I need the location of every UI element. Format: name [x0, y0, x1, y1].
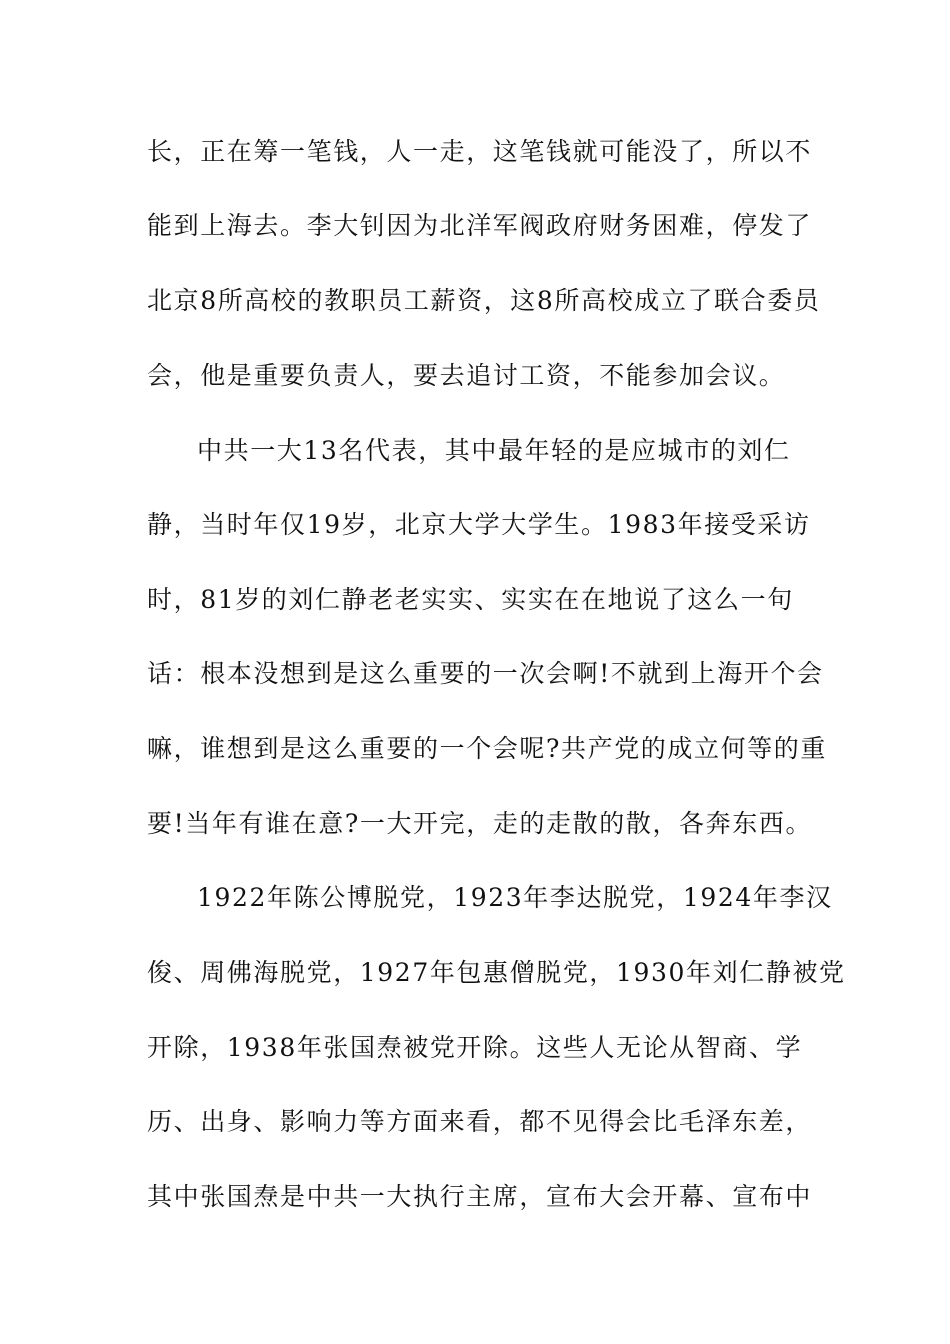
- text-line: 北京8所高校的教职员工薪资，这8所高校成立了联合委员: [147, 286, 821, 315]
- text-line: 历、出身、影响力等方面来看，都不见得会比毛泽东差，: [147, 1107, 813, 1136]
- text-line: 会，他是重要负责人，要去追讨工资，不能参加会议。: [147, 361, 786, 390]
- text-line: 静，当时年仅19岁，北京大学大学生。1983年接受采访: [147, 510, 811, 539]
- paragraph-first-line: 中共一大13名代表，其中最年轻的是应城市的刘仁: [197, 436, 791, 465]
- text-line: 长，正在筹一笔钱，人一走，这笔钱就可能没了，所以不: [147, 137, 813, 166]
- text-line: 话：根本没想到是这么重要的一次会啊!不就到上海开个会: [147, 659, 824, 688]
- text-line: 其中张国焘是中共一大执行主席，宣布大会开幕、宣布中: [147, 1182, 813, 1211]
- text-line: 开除，1938年张国焘被党开除。这些人无论从智商、学: [147, 1033, 803, 1062]
- paragraph-first-line: 1922年陈公博脱党，1923年李达脱党，1924年李汉: [197, 883, 833, 912]
- text-line: 时，81岁的刘仁静老老实实、实实在在地说了这么一句: [147, 585, 794, 614]
- text-line: 要!当年有谁在意?一大开完，走的走散的散，各奔东西。: [147, 809, 813, 838]
- text-line: 嘛，谁想到是这么重要的一个会呢?共产党的成立何等的重: [147, 734, 828, 763]
- text-line: 俊、周佛海脱党，1927年包惠僧脱党，1930年刘仁静被党: [147, 958, 846, 987]
- text-line: 能到上海去。李大钊因为北洋军阀政府财务困难，停发了: [147, 211, 813, 240]
